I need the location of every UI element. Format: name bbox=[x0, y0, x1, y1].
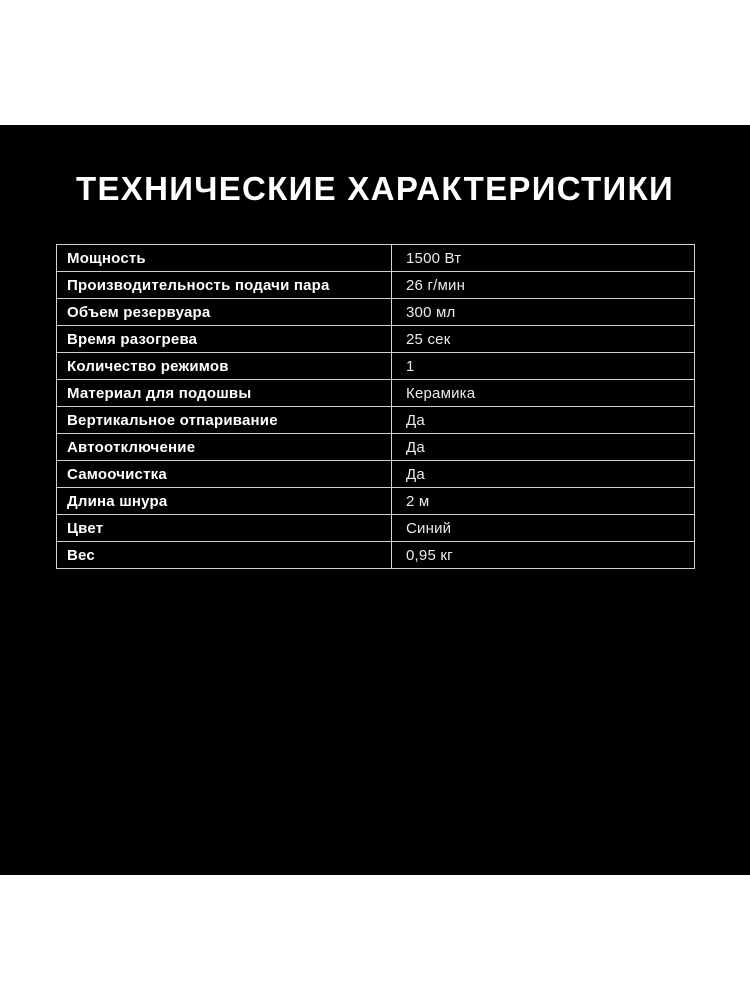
specs-table bbox=[56, 244, 695, 569]
spec-label: Вес bbox=[57, 542, 392, 569]
spec-value: Керамика bbox=[392, 380, 695, 407]
spec-value: 0,95 кг bbox=[392, 542, 695, 569]
spec-value: Да bbox=[392, 407, 695, 434]
spec-value: Да bbox=[392, 434, 695, 461]
spec-label: Мощность bbox=[57, 245, 392, 272]
table-row bbox=[57, 407, 695, 434]
table-row bbox=[57, 515, 695, 542]
spec-value: Синий bbox=[392, 515, 695, 542]
spec-panel bbox=[0, 125, 750, 875]
table-row bbox=[57, 434, 695, 461]
table-row bbox=[57, 380, 695, 407]
spec-value: 26 г/мин bbox=[392, 272, 695, 299]
table-row bbox=[57, 326, 695, 353]
spec-value: 25 сек bbox=[392, 326, 695, 353]
spec-label: Объем резервуара bbox=[57, 299, 392, 326]
spec-label: Материал для подошвы bbox=[57, 380, 392, 407]
spec-label: Цвет bbox=[57, 515, 392, 542]
table-row bbox=[57, 299, 695, 326]
spec-label: Количество режимов bbox=[57, 353, 392, 380]
spec-label: Вертикальное отпаривание bbox=[57, 407, 392, 434]
spec-value: 1500 Вт bbox=[392, 245, 695, 272]
table-row bbox=[57, 353, 695, 380]
spec-label: Самоочистка bbox=[57, 461, 392, 488]
spec-label: Производительность подачи пара bbox=[57, 272, 392, 299]
table-row bbox=[57, 245, 695, 272]
spec-value: Да bbox=[392, 461, 695, 488]
page-title: ТЕХНИЧЕСКИЕ ХАРАКТЕРИСТИКИ bbox=[76, 170, 674, 207]
table-row bbox=[57, 272, 695, 299]
spec-value: 1 bbox=[392, 353, 695, 380]
spec-label: Автоотключение bbox=[57, 434, 392, 461]
spec-value: 2 м bbox=[392, 488, 695, 515]
spec-value: 300 мл bbox=[392, 299, 695, 326]
spec-label: Время разогрева bbox=[57, 326, 392, 353]
table-row bbox=[57, 542, 695, 569]
table-row bbox=[57, 461, 695, 488]
spec-label: Длина шнура bbox=[57, 488, 392, 515]
table-row bbox=[57, 488, 695, 515]
